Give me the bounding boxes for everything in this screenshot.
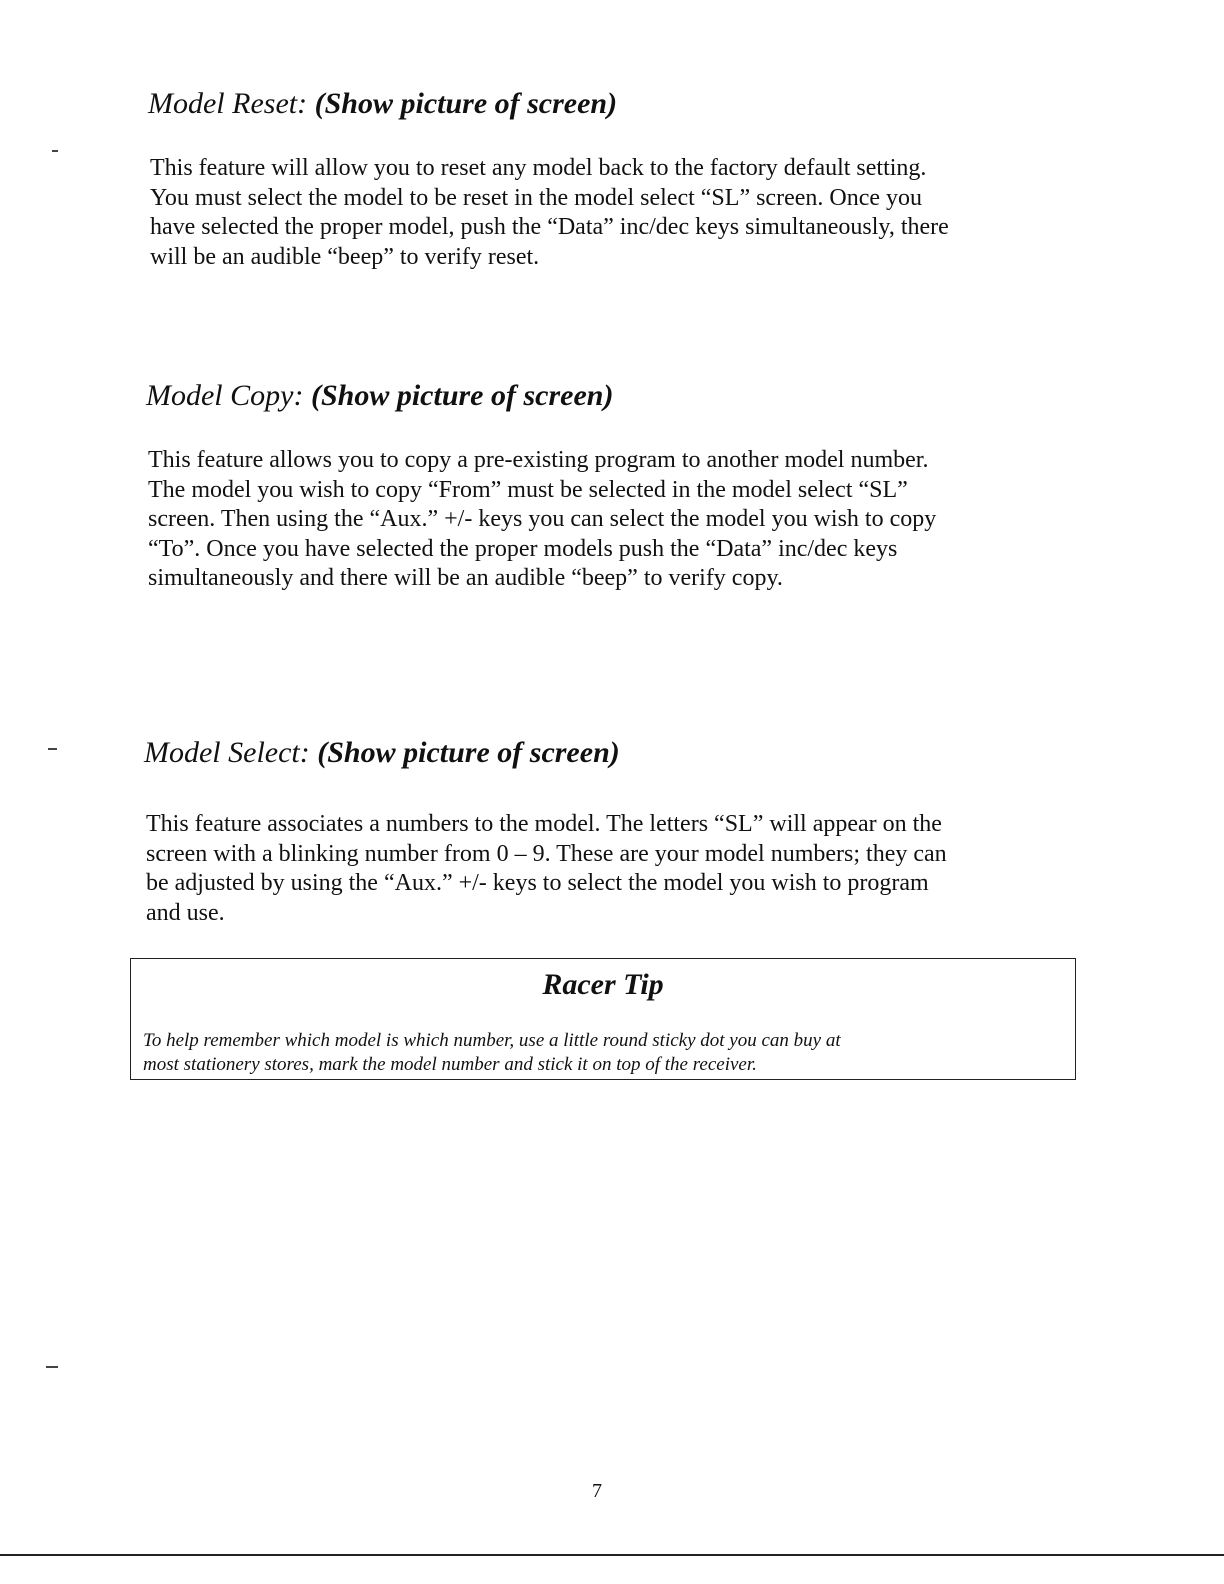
margin-tick-mark [48,748,57,750]
paragraph-line: This feature associates a numbers to the model. The letters “SL” will appear on the [146,811,942,837]
page-number: 7 [592,1480,602,1502]
model-select-heading [144,735,620,771]
model-reset-heading [148,86,617,122]
model-reset-paragraph [150,154,949,272]
model-copy-heading [146,378,613,414]
heading-subtitle: (Show picture of screen) [317,736,620,769]
heading-subtitle: (Show picture of screen) [314,87,618,120]
paragraph-line: have selected the proper model, push the “Data” inc/dec keys simultaneously, there [150,214,949,240]
margin-tick-mark [46,1366,58,1368]
paragraph-line: screen with a blinking number from 0 – 9. These are your model numbers; they can [146,840,947,867]
paragraph-line: “To”. Once you have selected the proper models push the “Data” inc/dec keys [148,535,898,562]
paragraph-line: be adjusted by using the “Aux.” +/- keys to select the model you wish to program [146,870,929,896]
paragraph-line: This feature will allow you to reset any model back to the factory default setting. [150,155,927,181]
racer-tip-line: most stationery stores, mark the model number and stick it on top of the receiver. [143,1054,757,1075]
racer-tip-text [143,1029,841,1077]
paragraph-line: simultaneously and there will be an audible “beep” to verify copy. [148,565,783,591]
racer-tip-line: To help remember which model is which number, use a little round sticky dot you can buy at [143,1030,841,1051]
heading-title: Model Reset: [148,87,308,120]
paragraph-line: and use. [146,899,225,926]
paragraph-line: screen. Then using the “Aux.” +/- keys you can select the model you wish to copy [148,506,937,532]
margin-tick-mark [52,150,58,152]
paragraph-line: You must select the model to be reset in the model select “SL” screen. Once you [150,184,923,211]
bottom-rule [0,1554,1224,1556]
racer-tip-box [130,958,1076,1080]
heading-subtitle: (Show picture of screen) [310,379,614,412]
model-copy-paragraph [148,446,936,594]
heading-title: Model Select: [144,736,310,769]
paragraph-line: The model you wish to copy “From” must be selected in the model select “SL” [148,476,908,503]
racer-tip-title: Racer Tip [542,968,664,1001]
paragraph-line: This feature allows you to copy a pre-existing program to another model number. [148,447,929,473]
model-select-paragraph [146,810,947,928]
paragraph-line: will be an audible “beep” to verify reset. [150,243,540,270]
heading-title: Model Copy: [146,379,304,412]
